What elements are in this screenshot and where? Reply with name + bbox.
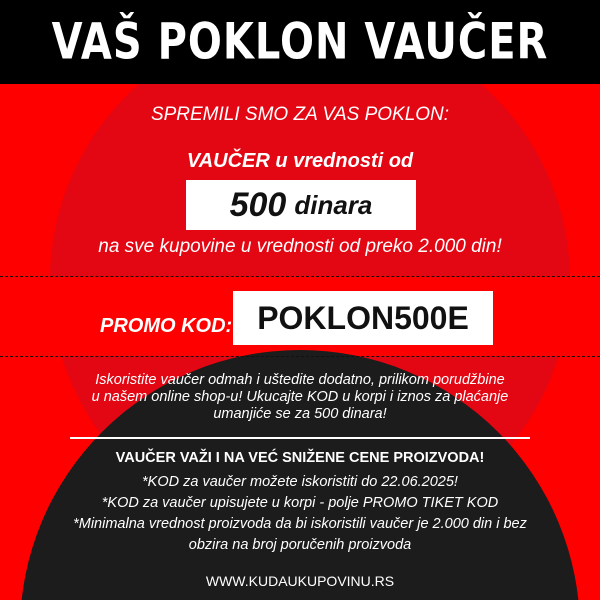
voucher-line: VAUČER u vrednosti od bbox=[186, 150, 414, 172]
notes-title: VAUČER VAŽI I NA VEĆ SNIŽENE CENE PROIZVODA! bbox=[115, 450, 485, 466]
divider bbox=[70, 437, 530, 439]
promo-code-box bbox=[233, 291, 493, 345]
voucher-amount-box bbox=[186, 180, 416, 230]
voucher-subtitle: SPREMILI SMO ZA VAS POKLON: bbox=[150, 104, 450, 125]
voucher-amount: 500 bbox=[229, 185, 287, 224]
note-item: *KOD za vaučer možete iskoristiti do 22.06.2025! bbox=[142, 474, 458, 490]
cut-line-top bbox=[0, 276, 600, 277]
note-item: *Minimalna vrednost proizvoda da bi iskoristili vaučer je 2.000 din i bez obzira na broj poručenih proizvoda bbox=[73, 516, 527, 553]
voucher-amount-unit: dinara bbox=[294, 189, 373, 220]
promo-code: POKLON500E bbox=[257, 299, 469, 336]
note-item: *KOD za vaučer upisujete u korpi - polje PROMO TIKET KOD bbox=[101, 495, 499, 511]
voucher-applies-text: na sve kupovine u vrednosti od preko 2.000 din! bbox=[98, 236, 502, 257]
cut-line-bottom bbox=[0, 356, 600, 357]
website-link[interactable]: WWW.KUDAUKUPOVINU.RS bbox=[205, 573, 395, 589]
header-bar bbox=[0, 0, 600, 84]
page-title: VAŠ POKLON VAUČER bbox=[51, 13, 549, 71]
promo-label: PROMO KOD: bbox=[100, 315, 233, 337]
instructions-text: Iskoristite vaučer odmah i uštedite dodatno, prilikom porudžbine u našem online shop-u! Ukucajte KOD u korpi i iznos za plaćanje umanjiće se za 500 dinara! bbox=[91, 372, 509, 422]
notes-list bbox=[60, 472, 540, 556]
